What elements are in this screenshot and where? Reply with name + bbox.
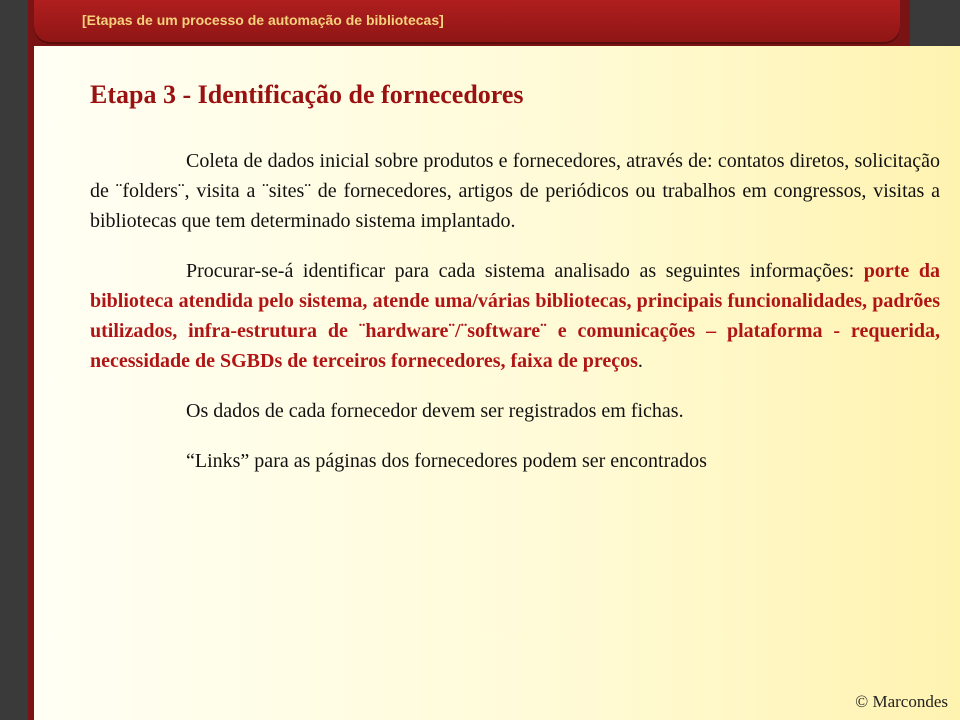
paragraph-data-collection: Coleta de dados inicial sobre produtos e fornecedores, através de: contatos diretos, solicitação de ¨folders¨, visita a ¨sites¨ de fornecedores, artigos de periódicos ou trabalhos em congressos, visitas a bibliotecas que tem determinado sistema implantado.: [90, 150, 940, 232]
paragraph-information-end: .: [637, 350, 643, 372]
slide-body: [34, 46, 960, 720]
header-title: [Etapas de um processo de automação de bibliotecas]: [82, 12, 444, 28]
header-tab: [34, 0, 900, 44]
slide-content: [90, 80, 940, 496]
slide-heading: Etapa 3 - Identificação de fornecedores: [90, 80, 524, 109]
paragraph-information: [90, 256, 940, 376]
paragraph-information-highlight: porte da biblioteca atendida pelo sistema, atende uma/várias bibliotecas, principais funcionalidades, padrões utilizados, infra-estrutura de ¨hardware¨/¨software¨ e comunicações – plataforma - requerida, necessidade de SGBDs de terceiros fornecedores, faixa de preços: [90, 260, 940, 372]
paragraph-information-lead: Procurar-se-á identificar para cada sistema analisado as seguintes informações:: [186, 260, 864, 282]
copyright-text: © Marcondes: [855, 692, 948, 711]
paragraph-records: Os dados de cada fornecedor devem ser registrados em fichas.: [186, 400, 684, 422]
paragraph-links: “Links” para as páginas dos fornecedores podem ser encontrados: [186, 450, 707, 472]
